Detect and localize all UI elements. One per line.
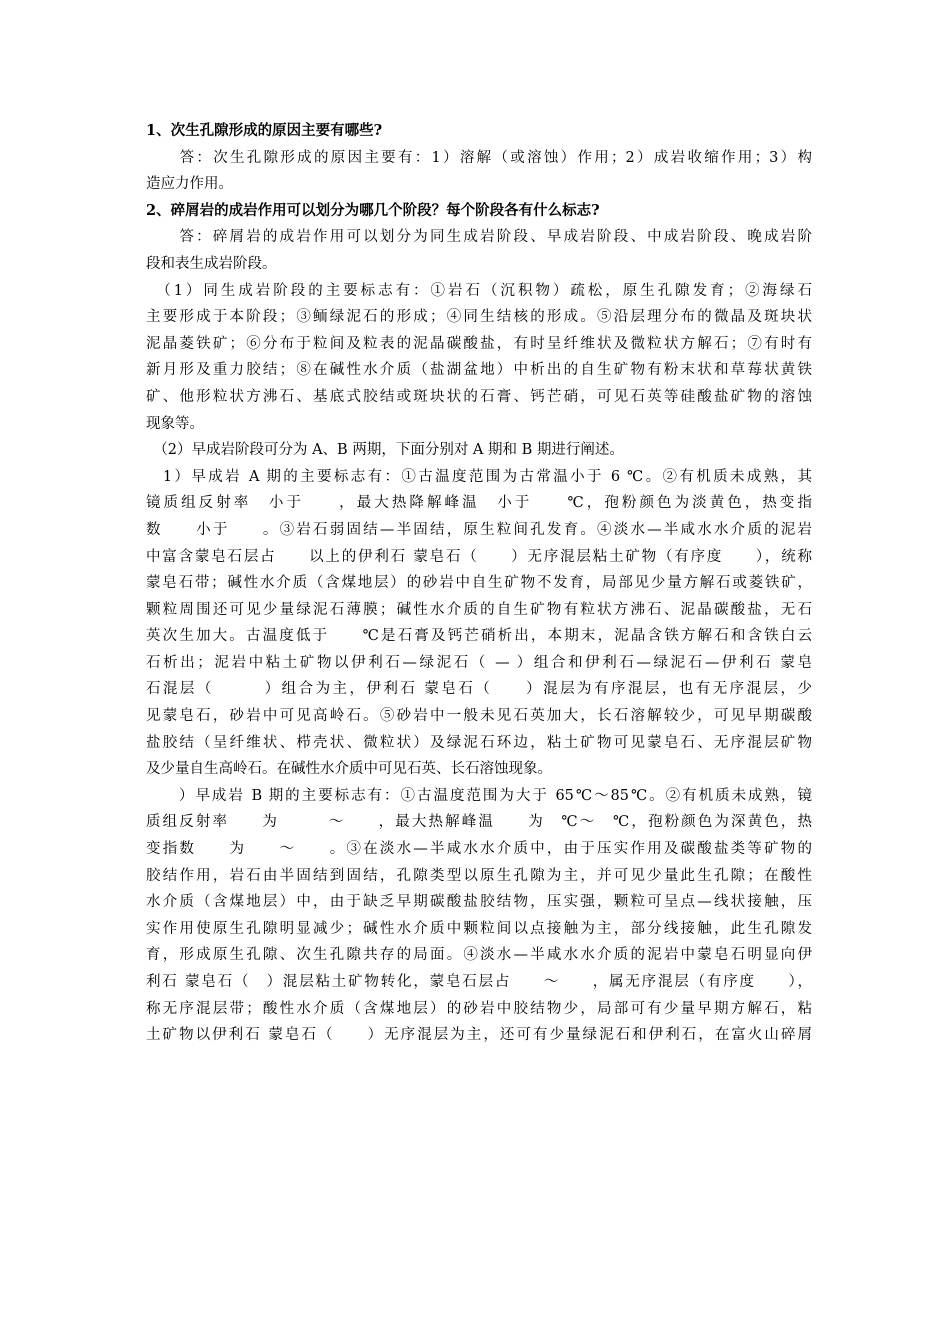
section-early-diagenesis-intro: （2）早成岩阶段可分为 A、B 两期，下面分别对 A 期和 B 期进行阐述。 bbox=[146, 442, 624, 459]
section-early-b-line: 土矿物以伊利石 蒙皂石（ ）无序混层为主，还可有少量绿泥石和伊利石，在富火山碎屑 bbox=[146, 1027, 812, 1044]
section-early-a-line: 石析出；泥岩中粘土矿物以伊利石—绿泥石（ — ）组合和伊利石—绿泥石—伊利石 蒙皂 bbox=[146, 654, 812, 671]
section-syngenetic-line: 泥晶菱铁矿；⑥分布于粒间及粒表的泥晶碳酸盐，有时呈纤维状及微粒状方解石；⑦有时有 bbox=[146, 335, 812, 352]
section-early-a-line: 蒙皂石带；碱性水介质（含煤地层）的砂岩中自生矿物不发育，局部见少量方解石或菱铁矿， bbox=[146, 575, 812, 592]
section-syngenetic-line: 主要形成于本阶段；③鲕绿泥石的形成；④同生结核的形成。⑤沿层理分布的微晶及斑块状 bbox=[146, 309, 812, 326]
answer-2-line: 段和表生成岩阶段。 bbox=[146, 255, 277, 272]
section-early-a-line: 英次生加大。古温度低于 ℃是石膏及钙芒硝析出，本期末，泥晶含铁方解石和含铁白云 bbox=[146, 628, 812, 645]
section-early-a-line: 颗粒周围还可见少量绿泥石薄膜；碱性水介质的自生矿物有粒状方沸石、泥晶碳酸盐，无石 bbox=[146, 601, 812, 618]
section-early-b-line: 质组反射率 为 ～ ，最大热解峰温 为 ℃～ ℃，孢粉颜色为深黄色，热 bbox=[146, 814, 812, 831]
section-early-a-line: 见蒙皂石，砂岩中可见高岭石。⑤砂岩中一般未见石英加大，长石溶解较少，可见早期碳酸 bbox=[146, 708, 812, 725]
section-early-a-line: 镜质组反射率 小于 ，最大热降解峰温 小于 ℃，孢粉颜色为淡黄色，热变指 bbox=[146, 495, 812, 512]
section-early-b-line: 胶结作用，岩石由半固结到固结，孔隙类型以原生孔隙为主，并可见少量此生孔隙；在酸性 bbox=[146, 867, 812, 884]
question-1-heading: 1、次生孔隙形成的原因主要有哪些? bbox=[146, 122, 383, 139]
answer-1-line: 造应力作用。 bbox=[146, 176, 233, 193]
section-syngenetic-line: 现象等。 bbox=[146, 415, 204, 432]
section-early-b-line: 水介质（含煤地层）中，由于缺乏早期碳酸盐胶结物，压实强，颗粒可呈点—线状接触，压 bbox=[146, 894, 812, 911]
section-early-a-line: 石混层（ ）组合为主，伊利石 蒙皂石（ ）混层为有序混层，也有无序混层，少 bbox=[146, 681, 812, 698]
section-early-b-line: 变指数 为 ～ 。③在淡水—半咸水水介质中，由于压实作用及碳酸盐类等矿物的 bbox=[146, 841, 812, 858]
section-early-a-line: 1）早成岩 A 期的主要标志有：①古温度范围为古常温小于 6 ℃。②有机质未成熟，其 bbox=[146, 468, 812, 485]
answer-2-line: 答：碎屑岩的成岩作用可以划分为同生成岩阶段、早成岩阶段、中成岩阶段、晚成岩阶 bbox=[146, 229, 812, 246]
answer-1-line: 答：次生孔隙形成的原因主要有：1）溶解（或溶蚀）作用；2）成岩收缩作用；3）构 bbox=[146, 149, 812, 166]
section-early-a-line: 盐胶结（呈纤维状、栉壳状、微粒状）及绿泥石环边，粘土矿物可见蒙皂石、无序混层矿物 bbox=[146, 734, 812, 751]
question-2-heading: 2、碎屑岩的成岩作用可以划分为哪几个阶段？每个阶段各有什么标志? bbox=[146, 201, 600, 219]
section-early-b-line: 利石 蒙皂石（ ）混层粘土矿物转化，蒙皂石层占 ～ ，属无序混层（有序度 ）， bbox=[146, 974, 812, 990]
section-early-b-line: 称无序混层带；酸性水介质（含煤地层）的砂岩中胶结物少，局部可有少量早期方解石，粘 bbox=[146, 1000, 812, 1017]
section-syngenetic-line: （1）同生成岩阶段的主要标志有：①岩石（沉积物）疏松，原生孔隙发育；②海绿石 bbox=[146, 282, 812, 299]
section-early-a-line: 数 小于 。③岩石弱固结—半固结，原生粒间孔发育。④淡水—半咸水水介质的泥岩 bbox=[146, 521, 812, 538]
section-early-a-line: 及少量自生高岭石。在碱性水介质中可见石英、长石溶蚀现象。 bbox=[146, 761, 552, 778]
section-early-b-line: 育，形成原生孔隙、次生孔隙共存的局面。④淡水—半咸水水介质的泥岩中蒙皂石明显向伊 bbox=[146, 947, 812, 964]
section-early-b-line: 实作用使原生孔隙明显减少；碱性水介质中颗粒间以点接触为主，部分线接触，此生孔隙发 bbox=[146, 920, 812, 937]
section-early-a-line: 中富含蒙皂石层占 以上的伊利石 蒙皂石（ ）无序混层粘土矿物（有序度 ），统称 bbox=[146, 548, 812, 565]
section-syngenetic-line: 新月形及重力胶结；⑧在碱性水介质（盐湖盆地）中析出的自生矿物有粉末状和草莓状黄铁 bbox=[146, 362, 812, 379]
section-early-b-line: ）早成岩 B 期的主要标志有：①古温度范围为大于 65℃～85℃。②有机质未成熟，镜 bbox=[146, 787, 812, 804]
page-body bbox=[146, 118, 812, 1049]
section-syngenetic-line: 矿、他形粒状方沸石、基底式胶结或斑块状的石膏、钙芒硝，可见石英等硅酸盐矿物的溶蚀 bbox=[146, 388, 812, 405]
